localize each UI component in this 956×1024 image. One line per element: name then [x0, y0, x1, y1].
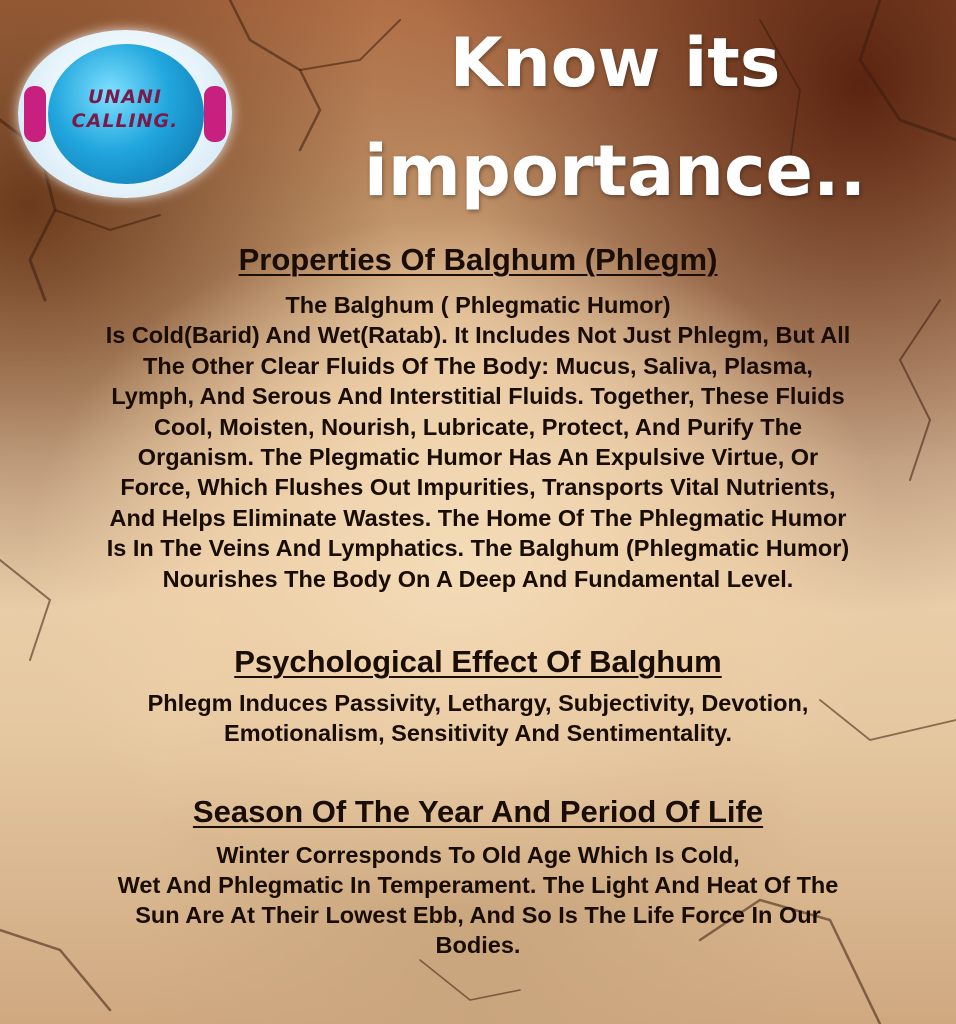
body-line: Wet And Phlegmatic In Temperament. The Light And Heat Of The — [117, 872, 839, 898]
body-line: The Balghum ( Phlegmatic Humor) — [285, 292, 671, 318]
properties-section-title: Properties Of Balghum (Phlegm) — [238, 242, 718, 277]
body-line: Organism. The Plegmatic Humor Has An Expulsive Virtue, Or — [137, 444, 819, 471]
body-line: Is In The Veins And Lymphatics. The Balghum (Phlegmatic Humor) — [106, 535, 850, 562]
body-line: Emotionalism, Sensitivity And Sentimentality. — [224, 720, 732, 746]
properties-section-body — [0, 290, 956, 594]
logo-text-line1: UNANI — [87, 86, 162, 108]
body-line: Winter Corresponds To Old Age Which Is Cold, — [216, 842, 740, 868]
body-line: Is Cold(Barid) And Wet(Ratab). It Includes Not Just Phlegm, But All — [105, 322, 851, 349]
season-section-body — [0, 840, 956, 960]
logo-text-line2: CALLING. — [71, 110, 179, 132]
body-line: Nourishes The Body On A Deep And Fundamental Level. — [162, 565, 794, 592]
body-line: Cool, Moisten, Nourish, Lubricate, Protect, And Purify The — [153, 413, 803, 440]
body-line: And Helps Eliminate Wastes. The Home Of The Phlegmatic Humor — [109, 504, 847, 531]
body-line: Sun Are At Their Lowest Ebb, And So Is The Life Force In Our — [135, 902, 821, 928]
body-line: Bodies. — [435, 932, 521, 958]
season-section-title: Season Of The Year And Period Of Life — [192, 794, 764, 829]
page-heading-line2: importance.. — [363, 130, 867, 212]
psychological-effect-section-body — [0, 688, 956, 748]
unani-calling-logo — [14, 26, 236, 204]
body-line: Force, Which Flushes Out Impurities, Transports Vital Nutrients, — [120, 474, 836, 501]
page-heading-line1: Know its — [449, 24, 781, 103]
body-line: Phlegm Induces Passivity, Lethargy, Subjectivity, Devotion, — [147, 690, 809, 716]
body-line: The Other Clear Fluids Of The Body: Mucus, Saliva, Plasma, — [143, 352, 813, 379]
body-line: Lymph, And Serous And Interstitial Fluids. Together, These Fluids — [111, 383, 845, 410]
psychological-effect-section-title: Psychological Effect Of Balghum — [234, 644, 722, 679]
